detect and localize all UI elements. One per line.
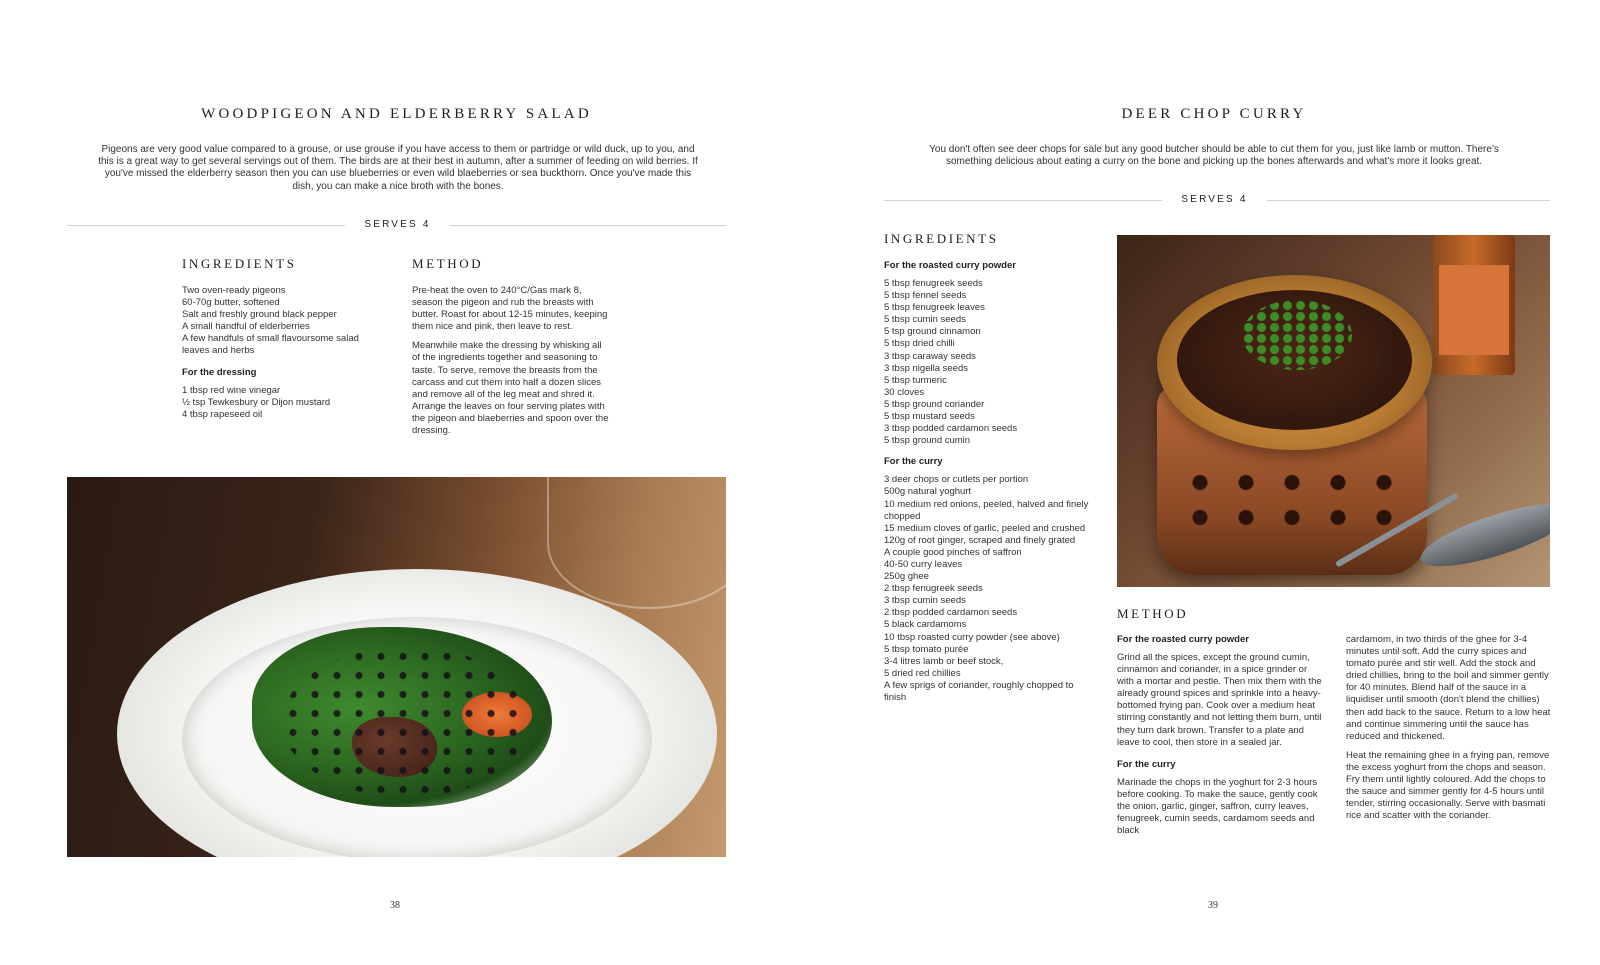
method-step: Marinade the chops in the yoghurt for 2-3 hours before cooking. To make the sauce, gently cook the onion, garlic, ginger, saffron, curry leaves, fenugreek, cumin seeds, cardamom seeds and black (1117, 776, 1318, 837)
ingredient-item: 120g of root ginger, scraped and finely grated (884, 534, 1076, 546)
curry-powder-list (884, 278, 1089, 447)
ingredient-item: 5 tbsp tomato purée (884, 643, 969, 655)
method-step: Pre-heat the oven to 240°C/Gas mark 8, season the pigeon and rub the breasts with butter. Roast for about 12-15 minutes, keeping them nice and pink, then leave to rest. (412, 285, 608, 333)
ingredient-item: 5 tbsp ground coriander (884, 398, 985, 410)
ingredients-heading: INGREDIENTS (884, 231, 999, 246)
ingredient-item: A small handful of elderberries (182, 321, 310, 333)
ingredient-item: 3 tbsp nigella seeds (884, 362, 968, 374)
page-number: 38 (390, 900, 400, 911)
method-step: Heat the remaining ghee in a frying pan, remove the excess yoghurt from the chops and season. Fry them until lightly coloured. Add the chops to the sauce and simmer gently for 4-5 hours until tender, stirring occasionally. Serve with basmati rice and scatter with the coriander. (1346, 749, 1550, 822)
curry-list (884, 474, 1089, 704)
ingredient-item: A couple good pinches of saffron (884, 546, 1022, 558)
ingredient-item: 40-50 curry leaves (884, 558, 963, 570)
ingredient-item: 500g natural yoghurt (884, 486, 972, 498)
divider-left (67, 225, 345, 226)
ingredient-item: 3-4 litres lamb or beef stock, (884, 655, 1004, 667)
method-curry-heading: For the curry (1117, 758, 1176, 770)
divider-left (884, 200, 1162, 201)
ingredient-item: 5 dried red chillies (884, 667, 961, 679)
dressing-item: ½ tsp Tewkesbury or Dijon mustard (182, 396, 331, 408)
elderberries-shape (282, 647, 532, 797)
ingredient-item: 5 tbsp fennel seeds (884, 290, 967, 302)
ingredients-block (182, 285, 382, 421)
recipe-intro: Pigeons are very good value compared to a grouse, or use grouse if you have access to them or partridge or wild duck, up to you, and this is a great way to get several servings out of them. The birds are at their best in autumn, after a summer of feeding on wild berries. If you've missed the elderberry season then you can use blueberries or even wild blaeberries or sea buckthorn. Once you've made this dish, you can make a nice broth with the bones. (98, 144, 698, 192)
ingredient-item: 5 tsp ground cinnamon (884, 326, 981, 338)
recipe-intro: You don't often see deer chops for sale but any good butcher should be able to cut them for you, just like lamb or mutton. There's something delicious about eating a curry on the bone and picking up the bones afterwards and what's more it looks great. (929, 144, 1499, 168)
dressing-list (182, 385, 382, 421)
salad-photo (67, 477, 726, 857)
method-step: Meanwhile make the dressing by whisking all of the ingredients together and seasoning to taste. To serve, remove the breasts from the carcass and cut them into half a dozen slices and remove all of the leg meat and shred it. Arrange the leaves on four serving plates with the pigeon and blaeberries and spoon over the dressing. (412, 340, 609, 437)
ingredient-item: 5 tbsp dried chilli (884, 338, 955, 350)
dressing-item: 1 tbsp red wine vinegar (182, 384, 281, 396)
ingredient-item: 5 tbsp turmeric (884, 374, 947, 386)
method-powder-heading: For the roasted curry powder (1117, 634, 1249, 645)
ingredient-item: 5 tbsp mustard seeds (884, 411, 975, 423)
method-step: cardamom, in two thirds of the ghee for 3-4 minutes until soft. Add the curry spices and tomato purée and stir well. Add the stock and dried chillies, bring to the boil and simmer gently for 40 minutes. Blend half of the sauce in a liquidiser until smooth (don't blend the chillies) then add back to the sauce. Return to a low heat and continue simmering until the sauce has reduced and thickened. (1346, 634, 1551, 742)
ingredient-item: 5 black cardamoms (884, 619, 967, 631)
ingredient-item: 3 tbsp caraway seeds (884, 350, 976, 362)
method-heading: METHOD (412, 256, 484, 271)
ingredients-list (182, 285, 382, 358)
ingredient-item: 10 medium red onions, peeled, halved and finely chopped (884, 498, 1089, 522)
bottle-label-shape (1439, 265, 1509, 355)
method-column-1 (1117, 634, 1322, 837)
ingredient-item: 5 tbsp ground cumin (884, 435, 971, 447)
curry-powder-heading: For the roasted curry powder (884, 260, 1016, 271)
ingredient-item: 60-70g butter, softened (182, 297, 280, 309)
recipe-title: DEER CHOP CURRY (1121, 106, 1307, 122)
method-step: Grind all the spices, except the ground cumin, cinnamon and coriander, in a spice grinder or with a mortar and pestle. Then mix them with the already ground spices and sprinkle into a heavy-bottomed frying pan. Cook over a medium heat stirring constantly and not letting them burn, until they turn dark brown. Transfer to a plate and leave to cool, then store in a sealed jar. (1117, 652, 1322, 748)
page-number: 39 (1208, 900, 1218, 911)
ingredients-block (884, 260, 1089, 704)
method-block (412, 285, 612, 437)
serves-label: SERVES 4 (1181, 194, 1248, 205)
method-column-2 (1346, 634, 1551, 822)
divider-right (450, 225, 726, 226)
ingredient-item: 30 cloves (884, 386, 925, 398)
recipe-title: WOODPIGEON AND ELDERBERRY SALAD (201, 106, 592, 122)
ingredient-item: 3 tbsp podded cardamon seeds (884, 423, 1018, 435)
wine-glass-shape (547, 477, 726, 609)
curry-heading: For the curry (884, 456, 943, 468)
curry-photo (1117, 235, 1550, 587)
ingredient-item: A few handfuls of small flavoursome salad leaves and herbs (182, 333, 359, 357)
stand-holes-shape (1177, 465, 1407, 535)
ingredient-item: 5 tbsp fenugreek leaves (884, 302, 985, 314)
ingredient-item: 5 tbsp cumin seeds (884, 314, 966, 326)
dressing-item: 4 tbsp rapeseed oil (182, 408, 263, 420)
coriander-shape (1242, 300, 1352, 370)
ingredient-item: 2 tbsp podded cardamon seeds (884, 607, 1018, 619)
ingredient-item: Two oven-ready pigeons (182, 285, 286, 296)
method-heading: METHOD (1117, 606, 1189, 621)
ingredient-item: 3 deer chops or cutlets per portion (884, 474, 1029, 486)
ingredient-item: 15 medium cloves of garlic, peeled and crushed (884, 522, 1086, 534)
serves-label: SERVES 4 (364, 219, 431, 230)
right-page (800, 0, 1600, 965)
ingredient-item: 3 tbsp cumin seeds (884, 595, 966, 607)
ingredient-item: 250g ghee (884, 571, 929, 583)
ingredients-heading: INGREDIENTS (182, 256, 297, 271)
ingredient-item: Salt and freshly ground black pepper (182, 309, 337, 321)
dressing-heading: For the dressing (182, 366, 257, 378)
divider-right (1267, 200, 1550, 201)
ingredient-item: 10 tbsp roasted curry powder (see above) (884, 631, 1060, 643)
ingredient-item: 5 tbsp fenugreek seeds (884, 278, 983, 289)
ingredient-item: A few sprigs of coriander, roughly chopped to finish (884, 679, 1074, 703)
ingredient-item: 2 tbsp fenugreek seeds (884, 583, 983, 595)
